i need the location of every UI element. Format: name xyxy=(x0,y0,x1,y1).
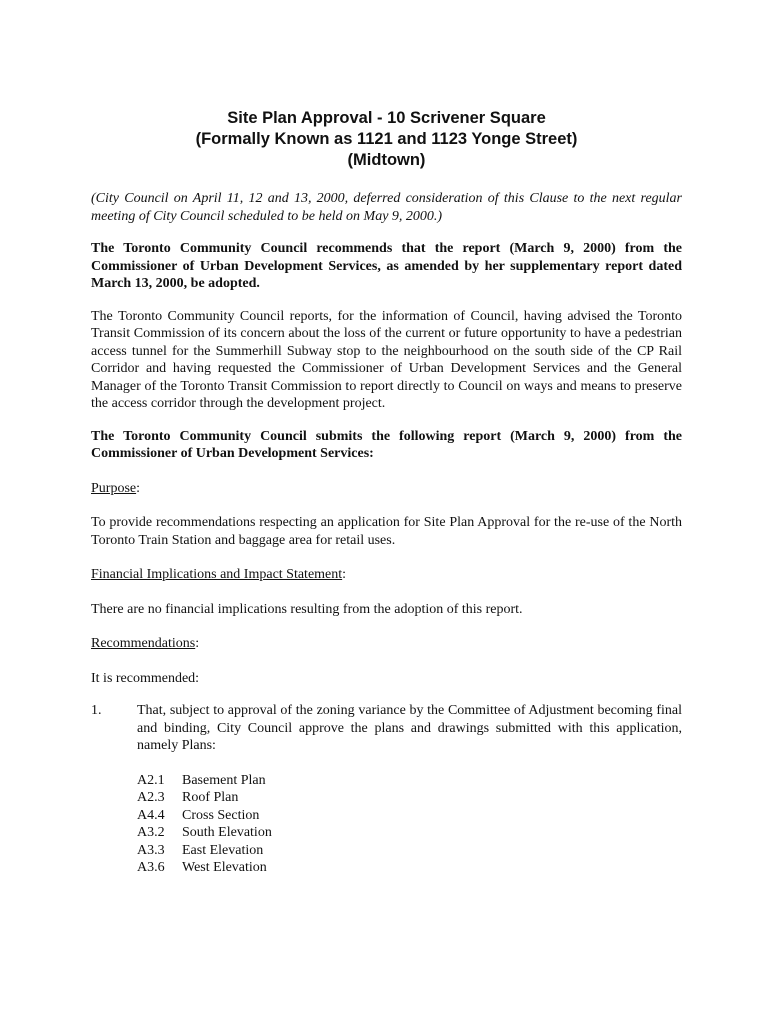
list-item xyxy=(137,807,682,825)
title-line-3: (Midtown) xyxy=(347,151,426,169)
list-item xyxy=(137,789,682,807)
purpose-text: To provide recommendations respecting an application for Site Plan Approval for the re-use of the North Toronto Train Station and baggage area for retail uses. xyxy=(91,515,682,548)
submits-statement: The Toronto Community Council submits the following report (March 9, 2000) from the Commissioner of Urban Development Services: xyxy=(91,428,682,461)
list-item xyxy=(137,824,682,842)
list-item xyxy=(137,859,682,877)
list-item xyxy=(137,772,682,790)
recommendations-intro: It is recommended: xyxy=(91,670,200,686)
list-item xyxy=(137,842,682,860)
plan-code: A2.3 xyxy=(137,790,165,806)
deferral-note: (City Council on April 11, 12 and 13, 2000, deferred consideration of this Clause to the next regular meeting of City Council scheduled to be held on May 9, 2000.) xyxy=(91,191,682,224)
recommendation-item-1 xyxy=(91,702,682,755)
plan-name: Roof Plan xyxy=(182,790,239,806)
plan-code: A2.1 xyxy=(137,772,165,788)
financial-heading-text: Financial Implications and Impact Statement xyxy=(91,567,343,582)
document-page xyxy=(91,108,682,877)
title-line-1: Site Plan Approval - 10 Scrivener Square xyxy=(227,109,546,127)
financial-heading xyxy=(91,566,682,584)
plan-code: A3.3 xyxy=(137,842,165,858)
plan-code: A4.4 xyxy=(137,807,165,823)
purpose-heading-text: Purpose xyxy=(91,480,137,496)
purpose-heading-colon: : xyxy=(136,480,141,496)
plan-name: Basement Plan xyxy=(182,772,266,788)
title-line-2: (Formally Known as 1121 and 1123 Yonge Street) xyxy=(195,130,578,148)
council-report-paragraph: The Toronto Community Council reports, for the information of Council, having advised the Toronto Transit Commission of its concern about the loss of the current or future opportunity to have a pedestrian access tunnel for the Summerhill Subway stop to the neighbourhood on the south side of the CP Rail Corridor and having requested the Commissioner of Urban Development Services and the General Manager of the Toronto Transit Commission to report directly to Council on ways and means to preserve the access corridor through the development project. xyxy=(91,308,682,411)
financial-heading-colon: : xyxy=(342,567,347,582)
financial-text: There are no financial implications resulting from the adoption of this report. xyxy=(91,601,523,617)
plan-code: A3.2 xyxy=(137,825,165,841)
plan-name: West Elevation xyxy=(182,860,267,876)
recommendation-item-number: 1. xyxy=(91,703,102,718)
recommendation-item-text: That, subject to approval of the zoning variance by the Committee of Adjustment becoming final and binding, City Council approve the plans and drawings submitted with this application, namely Plans: xyxy=(137,703,682,753)
document-title xyxy=(91,108,682,171)
plans-list xyxy=(137,772,682,878)
plan-name: South Elevation xyxy=(182,825,272,841)
recommendations-heading-text: Recommendations xyxy=(91,636,196,651)
plan-name: East Elevation xyxy=(182,842,264,858)
plan-name: Cross Section xyxy=(182,807,260,823)
recommendation-statement: The Toronto Community Council recommends that the report (March 9, 2000) from the Commissioner of Urban Development Services, as amended by her supplementary report dated March 13, 2000, be adopted. xyxy=(91,241,682,291)
recommendations-heading-colon: : xyxy=(195,636,200,651)
purpose-heading xyxy=(91,480,682,498)
plan-code: A3.6 xyxy=(137,860,165,876)
recommendations-heading xyxy=(91,635,682,653)
